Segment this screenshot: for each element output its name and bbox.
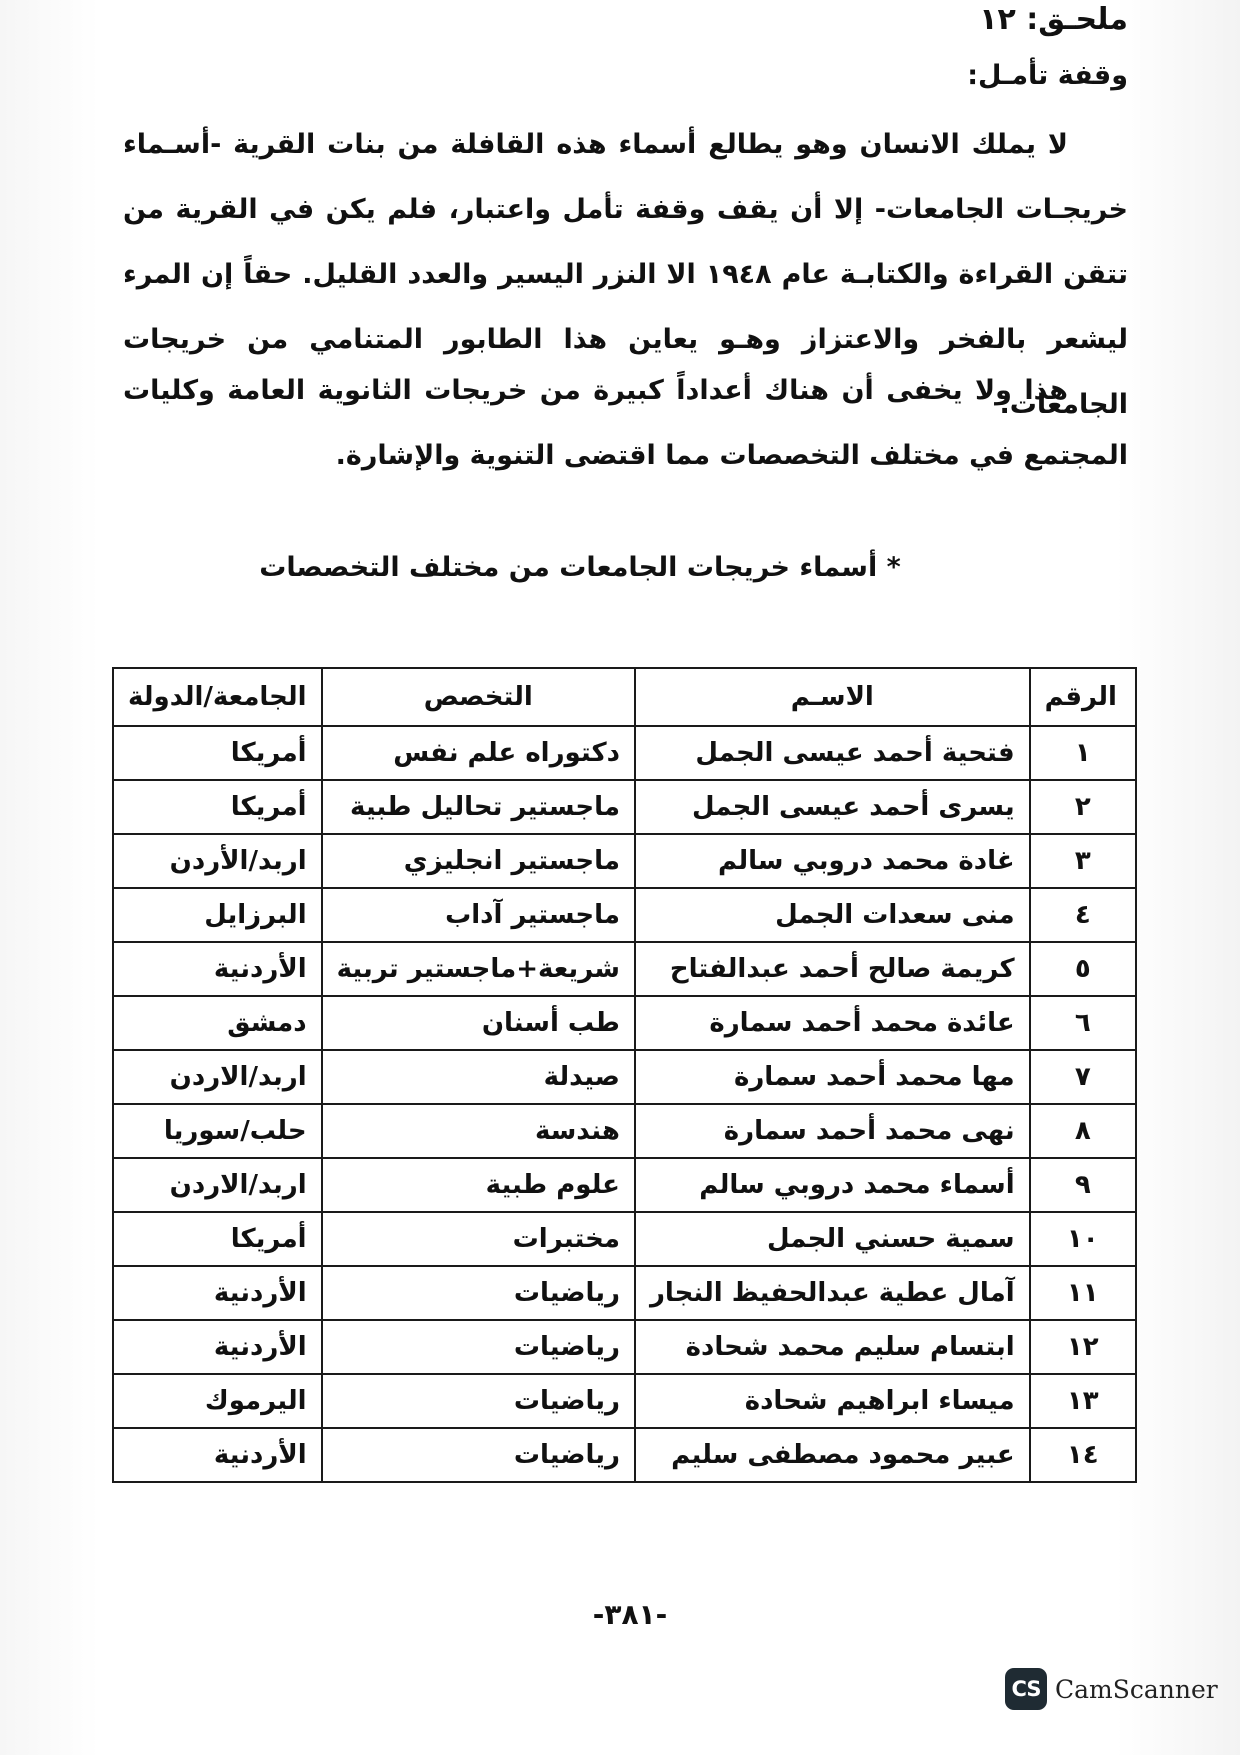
row-number: ٦ xyxy=(1030,996,1136,1050)
row-number: ٥ xyxy=(1030,942,1136,996)
row-university: اربد/الاردن xyxy=(113,1158,322,1212)
row-university: البرزايل xyxy=(113,888,322,942)
row-number: ٤ xyxy=(1030,888,1136,942)
appendix-heading: ملحـق: ١٢ xyxy=(979,2,1128,37)
row-name: منى سعدات الجمل xyxy=(635,888,1030,942)
row-university: الأردنية xyxy=(113,942,322,996)
graduates-table xyxy=(112,667,1137,1483)
watermark-label: CamScanner xyxy=(1055,1674,1218,1704)
table-row xyxy=(113,1050,1136,1104)
section-subtitle: وقفة تأمـل: xyxy=(967,60,1128,91)
table-row xyxy=(113,1374,1136,1428)
row-specialty: رياضيات xyxy=(322,1374,635,1428)
row-name: غادة محمد دروبي سالم xyxy=(635,834,1030,888)
row-name: عائدة محمد أحمد سمارة xyxy=(635,996,1030,1050)
row-university: دمشق xyxy=(113,996,322,1050)
row-name: نهى محمد أحمد سمارة xyxy=(635,1104,1030,1158)
row-name: ابتسام سليم محمد شحادة xyxy=(635,1320,1030,1374)
note-paragraph: هذا ولا يخفى أن هناك أعداداً كبيرة من خريجات الثانوية العامة وكليات المجتمع في مختلف التخصصات مما اقتضى التنوية والإشارة. xyxy=(123,375,1128,471)
table-row xyxy=(113,888,1136,942)
table-row xyxy=(113,1158,1136,1212)
row-name: أسماء محمد دروبي سالم xyxy=(635,1158,1030,1212)
header-university: الجامعة/الدولة xyxy=(113,668,322,726)
row-number: ١ xyxy=(1030,726,1136,780)
row-specialty: علوم طبية xyxy=(322,1158,635,1212)
row-number: ٢ xyxy=(1030,780,1136,834)
camscanner-logo-icon: CS xyxy=(1005,1668,1047,1710)
row-specialty: شريعة+ماجستير تربية xyxy=(322,942,635,996)
row-specialty: رياضيات xyxy=(322,1428,635,1482)
table-row xyxy=(113,780,1136,834)
row-number: ١٢ xyxy=(1030,1320,1136,1374)
row-university: الأردنية xyxy=(113,1428,322,1482)
row-specialty: مختبرات xyxy=(322,1212,635,1266)
table-row xyxy=(113,1266,1136,1320)
row-name: مها محمد أحمد سمارة xyxy=(635,1050,1030,1104)
row-university: اربد/الأردن xyxy=(113,834,322,888)
row-number: ١٣ xyxy=(1030,1374,1136,1428)
row-name: عبير محمود مصطفى سليم xyxy=(635,1428,1030,1482)
row-specialty: ماجستير انجليزي xyxy=(322,834,635,888)
table-row xyxy=(113,996,1136,1050)
header-number: الرقم xyxy=(1030,668,1136,726)
table-header-row xyxy=(113,668,1136,726)
table-row xyxy=(113,1212,1136,1266)
header-name: الاسـم xyxy=(635,668,1030,726)
list-title: * أسماء خريجات الجامعات من مختلف التخصصات xyxy=(259,552,901,583)
row-specialty: صيدلة xyxy=(322,1050,635,1104)
table-row xyxy=(113,1104,1136,1158)
intro-paragraph: لا يملك الانسان وهو يطالع أسماء هذه القافلة من بنات القرية -أسـماء خريجـات الجامعات- إلا أن يقف وقفة تأمل واعتبار، فلم يكن في القرية من تتقن القراءة والكتابـة عام ١٩٤٨ الا النزر اليسير والعدد القليل. حقاً إن المرء ليشعر بالفخر والاعتزاز وهـو يعاين هذا الطابور المتنامي من خريجات الجامعات. xyxy=(123,129,1128,420)
row-name: يسرى أحمد عيسى الجمل xyxy=(635,780,1030,834)
row-number: ٩ xyxy=(1030,1158,1136,1212)
row-number: ١٤ xyxy=(1030,1428,1136,1482)
row-number: ٣ xyxy=(1030,834,1136,888)
row-university: اليرموك xyxy=(113,1374,322,1428)
header-specialty: التخصص xyxy=(322,668,635,726)
row-university: أمريكا xyxy=(113,726,322,780)
row-university: الأردنية xyxy=(113,1266,322,1320)
row-number: ٨ xyxy=(1030,1104,1136,1158)
row-specialty: طب أسنان xyxy=(322,996,635,1050)
row-specialty: دكتوراه علم نفس xyxy=(322,726,635,780)
row-specialty: ماجستير تحاليل طبية xyxy=(322,780,635,834)
table-row xyxy=(113,726,1136,780)
table-row xyxy=(113,942,1136,996)
table-row xyxy=(113,834,1136,888)
row-specialty: هندسة xyxy=(322,1104,635,1158)
row-university: أمريكا xyxy=(113,780,322,834)
row-number: ١٠ xyxy=(1030,1212,1136,1266)
row-university: اربد/الاردن xyxy=(113,1050,322,1104)
row-specialty: ماجستير آداب xyxy=(322,888,635,942)
row-name: كريمة صالح أحمد عبدالفتاح xyxy=(635,942,1030,996)
camscanner-watermark xyxy=(1005,1668,1218,1710)
row-name: ميساء ابراهيم شحادة xyxy=(635,1374,1030,1428)
page-number: -٣٨١- xyxy=(592,1598,668,1631)
row-number: ٧ xyxy=(1030,1050,1136,1104)
row-name: سمية حسني الجمل xyxy=(635,1212,1030,1266)
table-row xyxy=(113,1320,1136,1374)
row-specialty: رياضيات xyxy=(322,1320,635,1374)
row-name: فتحية أحمد عيسى الجمل xyxy=(635,726,1030,780)
table-body xyxy=(113,726,1136,1482)
table-row xyxy=(113,1428,1136,1482)
row-university: الأردنية xyxy=(113,1320,322,1374)
row-number: ١١ xyxy=(1030,1266,1136,1320)
row-name: آمال عطية عبدالحفيظ النجار xyxy=(635,1266,1030,1320)
row-university: أمريكا xyxy=(113,1212,322,1266)
row-specialty: رياضيات xyxy=(322,1266,635,1320)
row-university: حلب/سوريا xyxy=(113,1104,322,1158)
